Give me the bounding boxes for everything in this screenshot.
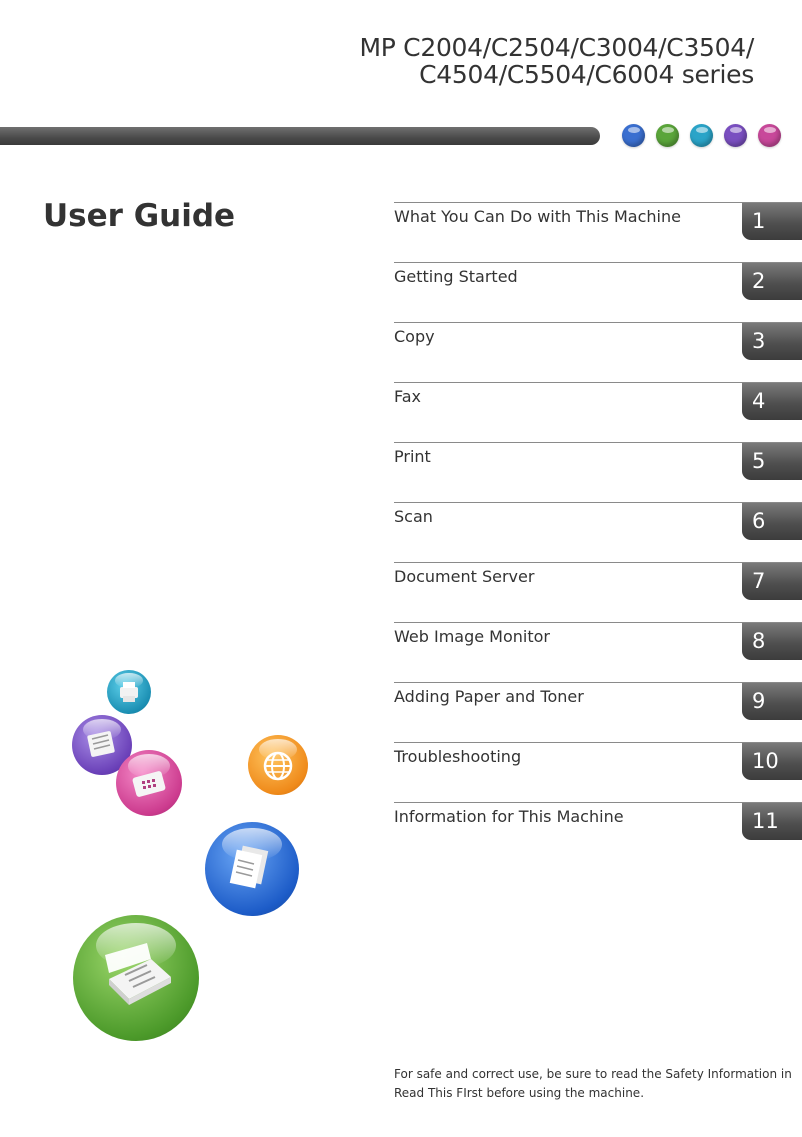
header-band [0, 127, 600, 145]
model-line-2: C4504/C5504/C6004 series [419, 60, 754, 89]
chapter-label: Copy [394, 327, 435, 346]
blue-dot [622, 124, 645, 147]
chapter-number-tab[interactable]: 5 [742, 443, 802, 480]
safety-note-line-2: Read This FIrst before using the machine. [394, 1086, 645, 1100]
chapter-3-link[interactable] [394, 322, 802, 382]
chapter-number-tab[interactable]: 9 [742, 683, 802, 720]
chapter-label: What You Can Do with This Machine [394, 207, 681, 226]
chapter-label: Information for This Machine [394, 807, 624, 826]
chapter-number-tab[interactable]: 6 [742, 503, 802, 540]
safety-note [394, 1065, 792, 1103]
green-dot [656, 124, 679, 147]
purple-dot [724, 124, 747, 147]
chapter-4-link[interactable] [394, 382, 802, 442]
chapter-label: Troubleshooting [394, 747, 522, 766]
chapter-number-tab[interactable]: 1 [742, 203, 802, 240]
chapter-number-tab[interactable]: 2 [742, 263, 802, 300]
copy-icon [205, 822, 299, 916]
chapter-6-link[interactable] [394, 502, 802, 562]
chapter-9-link[interactable] [394, 682, 802, 742]
chapter-11-link[interactable] [394, 802, 802, 862]
chapter-number-tab[interactable]: 3 [742, 323, 802, 360]
page-title: User Guide [43, 198, 236, 234]
chapter-label: Web Image Monitor [394, 627, 550, 646]
fax-icon [116, 750, 182, 816]
table-of-contents [394, 202, 802, 862]
chapter-1-link[interactable] [394, 202, 802, 262]
chapter-8-link[interactable] [394, 622, 802, 682]
chapter-number-tab[interactable]: 10 [742, 743, 802, 780]
chapter-label: Scan [394, 507, 433, 526]
safety-note-line-1: For safe and correct use, be sure to read the Safety Information in [394, 1067, 792, 1081]
scanner-icon [73, 915, 199, 1041]
chapter-number-tab[interactable]: 4 [742, 383, 802, 420]
chapter-2-link[interactable] [394, 262, 802, 322]
model-line-1: MP C2004/C2504/C3004/C3504/ [359, 33, 754, 62]
globe-icon [248, 735, 308, 795]
function-icons-illustration [60, 660, 330, 1060]
chapter-number-tab[interactable]: 7 [742, 563, 802, 600]
chapter-10-link[interactable] [394, 742, 802, 802]
chapter-7-link[interactable] [394, 562, 802, 622]
color-dots [622, 124, 781, 147]
magenta-dot [758, 124, 781, 147]
teal-dot [690, 124, 713, 147]
model-name [359, 34, 754, 88]
chapter-label: Print [394, 447, 431, 466]
chapter-label: Getting Started [394, 267, 518, 286]
chapter-number-tab[interactable]: 11 [742, 803, 802, 840]
chapter-number-tab[interactable]: 8 [742, 623, 802, 660]
chapter-5-link[interactable] [394, 442, 802, 502]
chapter-label: Document Server [394, 567, 535, 586]
chapter-label: Adding Paper and Toner [394, 687, 584, 706]
chapter-label: Fax [394, 387, 422, 406]
printer-icon [107, 670, 151, 714]
